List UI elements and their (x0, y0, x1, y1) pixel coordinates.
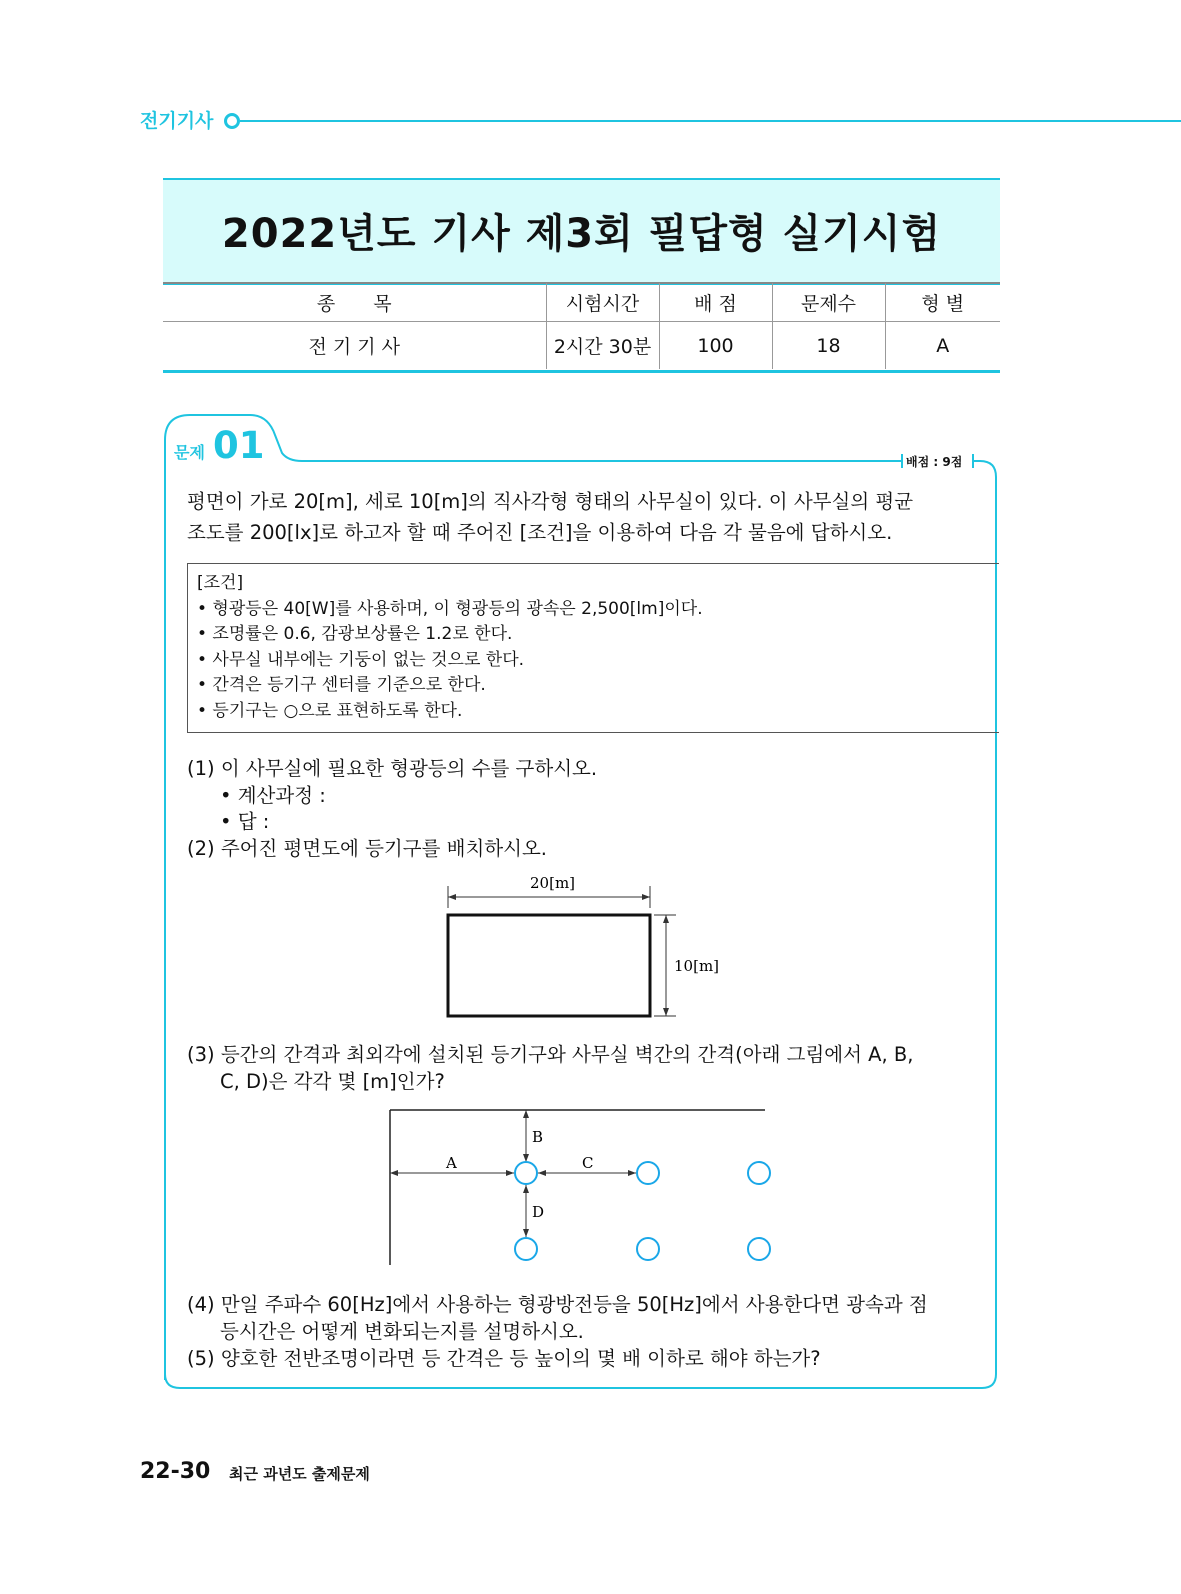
header-points: 배 점 (659, 283, 772, 322)
condition-item: • 사무실 내부에는 기둥이 없는 것으로 한다. (197, 650, 525, 670)
conditions-title: [조건] (197, 573, 244, 593)
problem-label: 문제 (174, 443, 205, 462)
intro-line-2: 조도를 200[lx]로 하고자 할 때 주어진 [조건]을 이용하여 다음 각 물음에 답하시오. (187, 521, 893, 544)
table-header-row (163, 283, 1000, 322)
condition-item: • 조명률은 0.6, 감광보상률은 1.2로 한다. (197, 624, 513, 644)
floor-plan-figure (430, 868, 730, 1028)
label-a: A (446, 1154, 457, 1172)
label-b: B (532, 1128, 544, 1146)
condition-item: • 형광등은 40[W]를 사용하며, 이 형광등의 광속은 2,500[lm]이다. (197, 599, 703, 619)
question-3-line-1: (3) 등간의 간격과 최외각에 설치된 등기구와 사무실 벽간의 간격(아래 그림에서 A, B, (187, 1043, 914, 1066)
label-c: C (582, 1154, 594, 1172)
header-type: 형 별 (885, 283, 1000, 322)
condition-item: • 간격은 등기구 센터를 기준으로 한다. (197, 675, 486, 695)
cell-subject: 전 기 기 사 (308, 336, 401, 358)
cell-type: A (885, 322, 1000, 370)
lamp-circle-icon (637, 1238, 659, 1260)
page-title: 2022년도 기사 제3회 필답형 실기시험 (221, 211, 942, 257)
lamp-circle-icon (748, 1238, 770, 1260)
width-label: 20[m] (530, 874, 576, 892)
condition-item: • 등기구는 ○으로 표현하도록 한다. (197, 701, 463, 721)
header-rule (240, 120, 1181, 122)
lamp-circle-icon (515, 1162, 537, 1184)
footer-text: 최근 과년도 출제문제 (229, 1465, 370, 1483)
cell-count: 18 (772, 322, 885, 370)
question-5: (5) 양호한 전반조명이라면 등 간격은 등 높이의 몇 배 이하로 해야 하는가? (187, 1347, 821, 1370)
score-badge: 배점 : 9점 (906, 455, 963, 469)
problem-number: 01 (213, 424, 265, 467)
lamp-circle-icon (515, 1238, 537, 1260)
q1-answer-label: • 답 : (220, 810, 270, 833)
header-count: 문제수 (772, 283, 885, 322)
header-circle-icon (224, 113, 240, 129)
question-1: (1) 이 사무실에 필요한 형광등의 수를 구하시오. (187, 757, 598, 780)
table-bottom-rule (163, 370, 1000, 373)
cell-time: 2시간 30분 (546, 322, 659, 370)
intro-line-1: 평면이 가로 20[m], 세로 10[m]의 직사각형 형태의 사무실이 있다. 이 사무실의 평균 (187, 490, 914, 513)
question-2: (2) 주어진 평면도에 등기구를 배치하시오. (187, 837, 548, 860)
section-label: 전기기사 (140, 110, 214, 132)
question-4-line-1: (4) 만일 주파수 60[Hz]에서 사용하는 형광방전등을 50[Hz]에서 사용한다면 광속과 점 (187, 1293, 928, 1316)
label-d: D (532, 1203, 545, 1221)
lamp-circle-icon (748, 1162, 770, 1184)
header-subject: 종 목 (163, 283, 546, 322)
spacing-figure (380, 1100, 780, 1270)
question-3-line-2: C, D)은 각각 몇 [m]인가? (220, 1070, 445, 1093)
q1-calc-label: • 계산과정 : (220, 784, 326, 807)
exam-info-table (163, 283, 1000, 369)
header-time: 시험시간 (546, 283, 659, 322)
height-label: 10[m] (674, 957, 720, 975)
table-row (163, 322, 1000, 370)
cell-points: 100 (659, 322, 772, 370)
question-4-line-2: 등시간은 어떻게 변화되는지를 설명하시오. (220, 1320, 584, 1343)
lamp-circle-icon (637, 1162, 659, 1184)
page-number: 22-30 (140, 1459, 211, 1484)
